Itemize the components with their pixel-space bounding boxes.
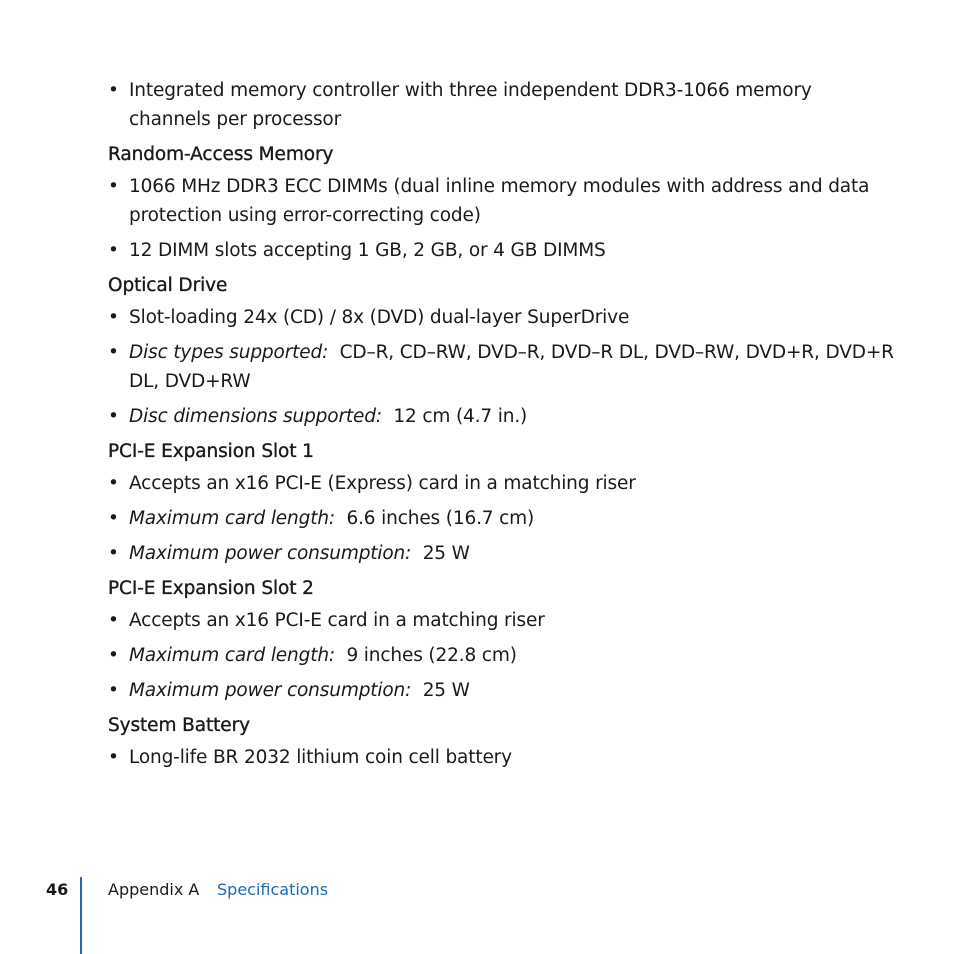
list-item: [108, 236, 898, 265]
bullet-icon: •: [108, 307, 119, 328]
item-term: Disc types supported:: [129, 342, 329, 363]
item-term: Disc dimensions supported:: [129, 406, 382, 427]
item-text: Accepts an x16 PCI-E (Express) card in a matching riser: [129, 473, 636, 494]
section-list: [108, 172, 898, 265]
bullet-icon: •: [108, 645, 119, 666]
item-text: 12 cm (4.7 in.): [393, 406, 528, 427]
section-list: [108, 303, 898, 431]
list-item: [108, 338, 898, 396]
list-item: [108, 402, 898, 431]
footer-appendix-label: Appendix A: [108, 880, 200, 899]
list-item: [108, 539, 898, 568]
bullet-icon: •: [108, 240, 119, 261]
footer-divider: [80, 877, 82, 954]
item-text: 9 inches (22.8 cm): [346, 645, 517, 666]
document-body: [108, 76, 898, 772]
bullet-icon: •: [108, 747, 119, 768]
bullet-icon: •: [108, 406, 119, 427]
footer-chapter-link[interactable]: Specifications: [217, 880, 329, 899]
bullet-icon: •: [108, 508, 119, 529]
section-list: [108, 469, 898, 568]
list-item: [108, 676, 898, 705]
item-text: 25 W: [422, 543, 470, 564]
list-item: [108, 172, 898, 230]
bullet-icon: •: [108, 543, 119, 564]
section-list: [108, 743, 898, 772]
section-heading: System Battery: [108, 715, 250, 736]
item-term: Maximum card length:: [129, 508, 335, 529]
item-text: 6.6 inches (16.7 cm): [346, 508, 535, 529]
bullet-icon: •: [108, 473, 119, 494]
item-text: 1066 MHz DDR3 ECC DIMMs (dual inline memory modules with address and data protection using error-correcting code): [129, 176, 870, 226]
list-item: [108, 606, 898, 635]
list-item: [108, 504, 898, 533]
list-item: [108, 303, 898, 332]
item-text: Accepts an x16 PCI-E card in a matching riser: [129, 610, 545, 631]
item-text: CD–R, CD–RW, DVD–R, DVD–R DL, DVD–RW, DVD+R, DVD+R DL, DVD+RW: [129, 342, 894, 392]
section-heading: Random-Access Memory: [108, 144, 334, 165]
item-text: Long-life BR 2032 lithium coin cell battery: [129, 747, 512, 768]
bullet-icon: •: [108, 176, 119, 197]
item-term: Maximum power consumption:: [129, 543, 412, 564]
item-text: Slot-loading 24x (CD) / 8x (DVD) dual-layer SuperDrive: [129, 307, 630, 328]
bullet-icon: •: [108, 80, 119, 101]
item-term: Maximum card length:: [129, 645, 335, 666]
bullet-icon: •: [108, 610, 119, 631]
intro-list: [108, 76, 898, 134]
section-heading: PCI-E Expansion Slot 2: [108, 578, 314, 599]
bullet-icon: •: [108, 342, 119, 363]
section-heading: PCI-E Expansion Slot 1: [108, 441, 314, 462]
list-item: [108, 76, 898, 134]
list-item: [108, 469, 898, 498]
item-text: 25 W: [422, 680, 470, 701]
list-item: [108, 743, 898, 772]
page-number: 46: [46, 880, 69, 899]
item-text: 12 DIMM slots accepting 1 GB, 2 GB, or 4 GB DIMMS: [129, 240, 606, 261]
list-item: [108, 641, 898, 670]
item-term: Maximum power consumption:: [129, 680, 412, 701]
section-list: [108, 606, 898, 705]
item-text: Integrated memory controller with three independent DDR3-1066 memory channels per processor: [129, 80, 812, 130]
section-heading: Optical Drive: [108, 275, 228, 296]
bullet-icon: •: [108, 680, 119, 701]
